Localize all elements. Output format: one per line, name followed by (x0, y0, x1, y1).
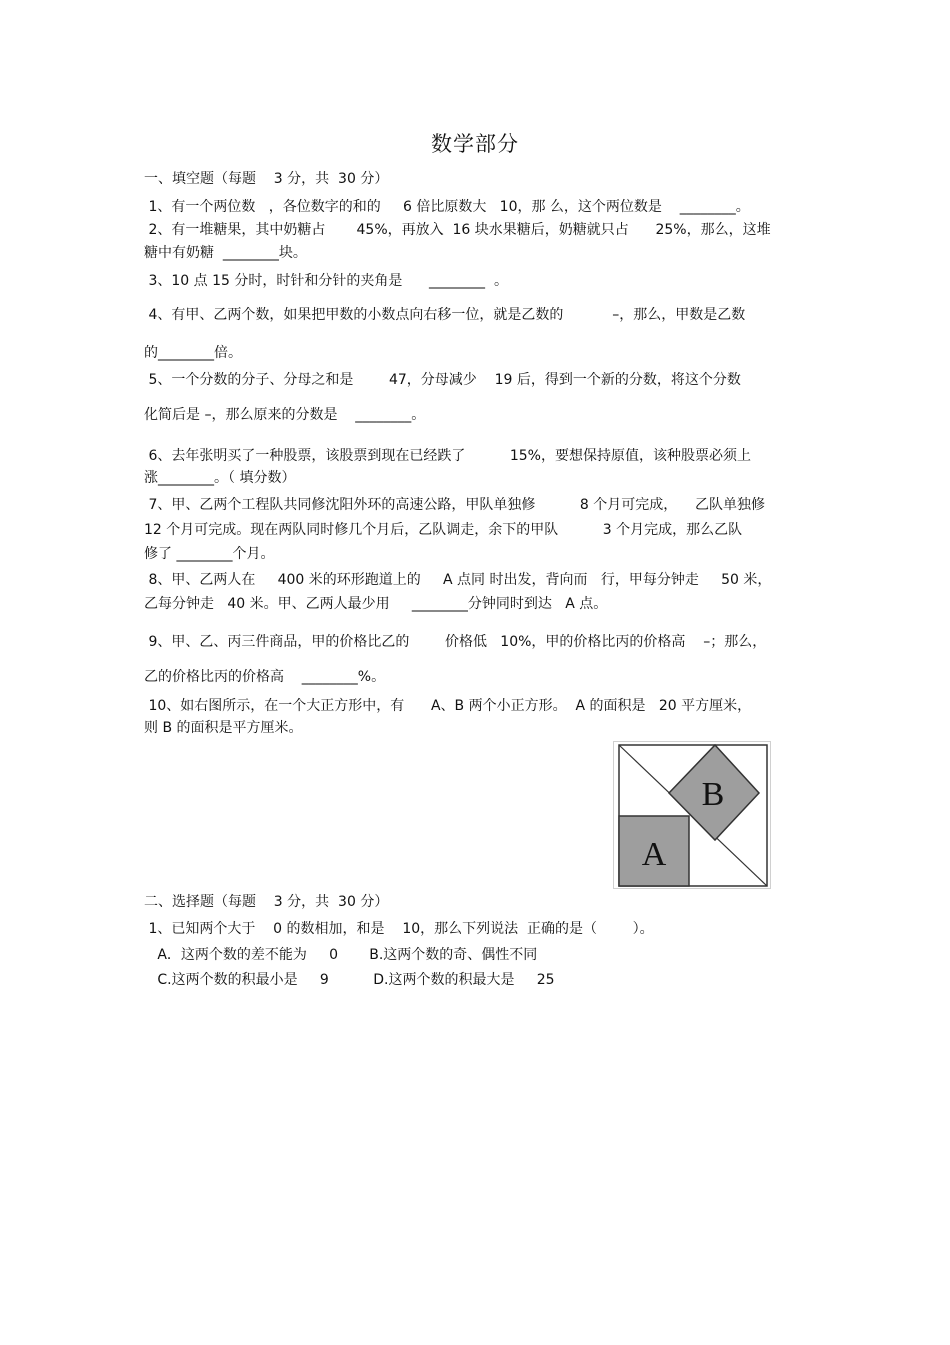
section1-heading: 一、填空题（每题 3 分，共 30 分） (144, 171, 389, 187)
question-10-line-1: 10、如右图所示，在一个大正方形中，有 A、B 两个小正方形。 A 的面积是 20 平方厘米， (144, 698, 752, 714)
question-10-line-2: 则 B 的面积是平方厘米。 (144, 720, 303, 736)
question-9-line-1: 9、甲、乙、丙三件商品，甲的价格比乙的 价格低 10%，甲的价格比丙的价格高 –；那么， (144, 634, 767, 650)
choice-options-cd: C.这两个数的积最小是 9 D.这两个数的积最大是 25 (144, 972, 555, 988)
question-4-line-1: 4、有甲、乙两个数，如果把甲数的小数点向右移一位，就是乙数的 –，那么，甲数是乙数 (144, 307, 746, 323)
question-5-line-1: 5、一个分数的分子、分母之和是 47，分母减少 19 后，得到一个新的分数，将这个分数 (144, 372, 741, 388)
label-a: A (641, 836, 667, 873)
question-6-line-2: 涨________。（ 填分数） (144, 470, 296, 486)
question-3-line-1: 3、10 点 15 分时，时针和分针的夹角是 ________ 。 (144, 273, 508, 289)
squares-figure (613, 741, 771, 889)
label-b: B (701, 776, 725, 813)
question-1-line-1: 1、有一个两位数 ，各位数字的和的 6 倍比原数大 10，那 么，这个两位数是 ________。 (144, 199, 750, 215)
question-8-line-2: 乙每分钟走 40 米。甲、乙两人最少用 ________分钟同时到达 A 点。 (144, 596, 608, 612)
question-4-line-2: 的________倍。 (144, 345, 242, 361)
question-7-line-3: 修了 ________个月。 (144, 546, 275, 562)
choice-question-1: 1、已知两个大于 0 的数相加，和是 10，那么下列说法 正确的是（ ）。 (144, 921, 654, 937)
page-title: 数学部分 (431, 132, 519, 156)
question-7-line-1: 7、甲、乙两个工程队共同修沈阳外环的高速公路，甲队单独修 8 个月可完成， 乙队单独修 (144, 497, 766, 513)
question-8-line-1: 8、甲、乙两人在 400 米的环形跑道上的 A 点同 时出发，背向而 行，甲每分钟走 50 米， (144, 572, 772, 588)
section2-heading: 二、选择题（每题 3 分，共 30 分） (144, 894, 389, 910)
choice-options-ab: A．这两个数的差不能为 0 B.这两个数的奇、偶性不同 (144, 947, 538, 963)
question-5-line-2: 化简后是 –，那么原来的分数是 ________。 (144, 407, 426, 423)
question-6-line-1: 6、去年张明买了一种股票，该股票到现在已经跌了 15%，要想保持原值，该种股票必须上 (144, 448, 751, 464)
question-9-line-2: 乙的价格比丙的价格高 ________%。 (144, 669, 386, 685)
question-2-line-2: 糖中有奶糖 ________块。 (144, 245, 307, 261)
question-7-line-2: 12 个月可完成。现在两队同时修几个月后，乙队调走，余下的甲队 3 个月完成，那么乙队 (144, 522, 743, 538)
question-2-line-1: 2、有一堆糖果，其中奶糖占 45%，再放入 16 块水果糖后，奶糖就只占 25%，那么，这堆 (144, 222, 771, 238)
